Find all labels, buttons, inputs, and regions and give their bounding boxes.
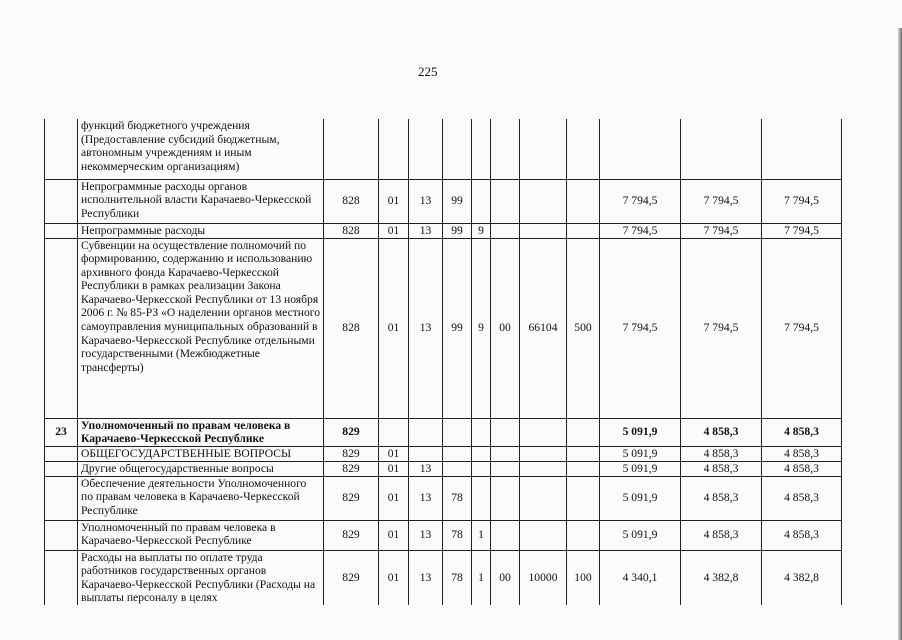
amount-year-1: [600, 119, 681, 179]
grbs-code: 829: [324, 520, 379, 550]
amount-year-3: 7 794,5: [762, 179, 842, 223]
amount-year-1: 5 091,9: [600, 418, 681, 446]
subprogram-code: 9: [472, 223, 491, 238]
subsection-code: 13: [409, 520, 443, 550]
table-row: [45, 476, 842, 520]
item-name: Уполномоченный по правам человека в Карачаево-Черкесской Республике: [78, 520, 324, 550]
section-code: [379, 418, 409, 446]
subsection-code: 13: [409, 179, 443, 223]
item-name: ОБЩЕГОСУДАРСТВЕННЫЕ ВОПРОСЫ: [78, 446, 324, 461]
subsection-code: [409, 446, 443, 461]
amount-year-2: 4 382,8: [681, 550, 762, 605]
program-code: 99: [443, 179, 472, 223]
table-row: [45, 119, 842, 179]
row-number: [45, 550, 78, 605]
subsection-code: [409, 119, 443, 179]
program-code: 78: [443, 550, 472, 605]
page-number: 225: [418, 64, 438, 79]
section-code: 01: [379, 223, 409, 238]
direction-code: [520, 520, 567, 550]
direction-code: [520, 119, 567, 179]
amount-year-2: 4 858,3: [681, 461, 762, 476]
amount-year-1: 7 794,5: [600, 238, 681, 418]
program-code: [443, 461, 472, 476]
grbs-code: 829: [324, 418, 379, 446]
expense-type-code: [567, 179, 600, 223]
amount-year-3: 4 858,3: [762, 476, 842, 520]
section-code: 01: [379, 476, 409, 520]
direction-code: [520, 223, 567, 238]
row-number: [45, 520, 78, 550]
program-code: 78: [443, 476, 472, 520]
expense-type-code: [567, 223, 600, 238]
expense-type-code: [567, 418, 600, 446]
subsection-code: 13: [409, 550, 443, 605]
activity-code: 00: [491, 238, 520, 418]
table-row: [45, 238, 842, 418]
row-number: 23: [45, 418, 78, 446]
amount-year-2: 7 794,5: [681, 238, 762, 418]
direction-code: [520, 179, 567, 223]
table-row: [45, 418, 842, 446]
grbs-code: 829: [324, 476, 379, 520]
expense-type-code: [567, 119, 600, 179]
amount-year-1: 5 091,9: [600, 446, 681, 461]
direction-code: [520, 461, 567, 476]
row-number: [45, 238, 78, 418]
subsection-code: 13: [409, 223, 443, 238]
amount-year-2: 4 858,3: [681, 476, 762, 520]
amount-year-1: 7 794,5: [600, 223, 681, 238]
item-name: Другие общегосударственные вопросы: [78, 461, 324, 476]
amount-year-2: 4 858,3: [681, 520, 762, 550]
row-number: [45, 446, 78, 461]
activity-code: [491, 476, 520, 520]
grbs-code: 829: [324, 446, 379, 461]
grbs-code: 828: [324, 223, 379, 238]
activity-code: [491, 461, 520, 476]
activity-code: [491, 446, 520, 461]
item-name: Обеспечение деятельности Уполномоченного по правам человека в Карачаево-Черкесской Республике: [78, 476, 324, 520]
amount-year-1: 5 091,9: [600, 476, 681, 520]
amount-year-2: 4 858,3: [681, 418, 762, 446]
amount-year-1: 4 340,1: [600, 550, 681, 605]
row-number: [45, 223, 78, 238]
activity-code: [491, 119, 520, 179]
grbs-code: 829: [324, 461, 379, 476]
direction-code: [520, 476, 567, 520]
grbs-code: 828: [324, 238, 379, 418]
item-name: Непрограммные расходы органов исполнительной власти Карачаево-Черкесской Республики: [78, 179, 324, 223]
program-code: 99: [443, 223, 472, 238]
section-code: 01: [379, 446, 409, 461]
section-code: 01: [379, 238, 409, 418]
expense-type-code: [567, 461, 600, 476]
subprogram-code: 1: [472, 520, 491, 550]
section-code: [379, 119, 409, 179]
table-row: [45, 550, 842, 605]
activity-code: [491, 520, 520, 550]
amount-year-3: 4 858,3: [762, 418, 842, 446]
direction-code: 10000: [520, 550, 567, 605]
row-number: [45, 119, 78, 179]
amount-year-2: [681, 119, 762, 179]
table-row: [45, 520, 842, 550]
amount-year-1: 7 794,5: [600, 179, 681, 223]
direction-code: 66104: [520, 238, 567, 418]
section-code: 01: [379, 461, 409, 476]
subsection-code: 13: [409, 238, 443, 418]
program-code: 78: [443, 520, 472, 550]
subprogram-code: [472, 119, 491, 179]
expense-type-code: [567, 446, 600, 461]
item-name: Расходы на выплаты по оплате труда работников государственных органов Карачаево-Черкесской Республики (Расходы на выплаты персоналу в целях: [78, 550, 324, 605]
amount-year-1: 5 091,9: [600, 520, 681, 550]
expense-type-code: 100: [567, 550, 600, 605]
amount-year-3: 7 794,5: [762, 238, 842, 418]
subprogram-code: 9: [472, 238, 491, 418]
program-code: 99: [443, 238, 472, 418]
item-name: функций бюджетного учреждения (Предоставление субсидий бюджетным, автономным учреждениям и иным некоммерческим организациям): [78, 119, 324, 179]
table-row: [45, 223, 842, 238]
amount-year-2: 7 794,5: [681, 179, 762, 223]
subprogram-code: [472, 179, 491, 223]
item-name: Уполномоченный по правам человека в Карачаево-Черкесской Республике: [78, 418, 324, 446]
amount-year-2: 4 858,3: [681, 446, 762, 461]
direction-code: [520, 446, 567, 461]
amount-year-3: [762, 119, 842, 179]
amount-year-1: 5 091,9: [600, 461, 681, 476]
expense-type-code: [567, 476, 600, 520]
program-code: [443, 119, 472, 179]
amount-year-3: 4 858,3: [762, 446, 842, 461]
amount-year-2: 7 794,5: [681, 223, 762, 238]
item-name: Непрограммные расходы: [78, 223, 324, 238]
table-row: [45, 179, 842, 223]
budget-table: [44, 119, 842, 605]
activity-code: 00: [491, 550, 520, 605]
subprogram-code: [472, 461, 491, 476]
activity-code: [491, 223, 520, 238]
section-code: 01: [379, 550, 409, 605]
subprogram-code: [472, 418, 491, 446]
subprogram-code: 1: [472, 550, 491, 605]
amount-year-3: 7 794,5: [762, 223, 842, 238]
grbs-code: [324, 119, 379, 179]
table-row: [45, 446, 842, 461]
scan-edge: [898, 28, 902, 640]
row-number: [45, 179, 78, 223]
subprogram-code: [472, 446, 491, 461]
amount-year-3: 4 858,3: [762, 461, 842, 476]
grbs-code: 828: [324, 179, 379, 223]
budget-table-body: [45, 119, 842, 605]
section-code: 01: [379, 179, 409, 223]
program-code: [443, 446, 472, 461]
grbs-code: 829: [324, 550, 379, 605]
program-code: [443, 418, 472, 446]
row-number: [45, 461, 78, 476]
direction-code: [520, 418, 567, 446]
subsection-code: 13: [409, 476, 443, 520]
amount-year-3: 4 858,3: [762, 520, 842, 550]
expense-type-code: [567, 520, 600, 550]
subsection-code: 13: [409, 461, 443, 476]
subsection-code: [409, 418, 443, 446]
activity-code: [491, 179, 520, 223]
amount-year-3: 4 382,8: [762, 550, 842, 605]
row-number: [45, 476, 78, 520]
subprogram-code: [472, 476, 491, 520]
activity-code: [491, 418, 520, 446]
section-code: 01: [379, 520, 409, 550]
table-row: [45, 461, 842, 476]
expense-type-code: 500: [567, 238, 600, 418]
item-name: Субвенции на осуществление полномочий по формированию, содержанию и использованию архивного фонда Карачаево-Черкесской Республики в рамках реализации Закона Карачаево-Черкесской Республики от 13 ноября 2006 г. № 85-РЗ «О наделении органов местного самоуправления муниципальных образований в Карачаево-Черкесской Республике отдельными государственными (Межбюджетные трансферты): [78, 238, 324, 418]
